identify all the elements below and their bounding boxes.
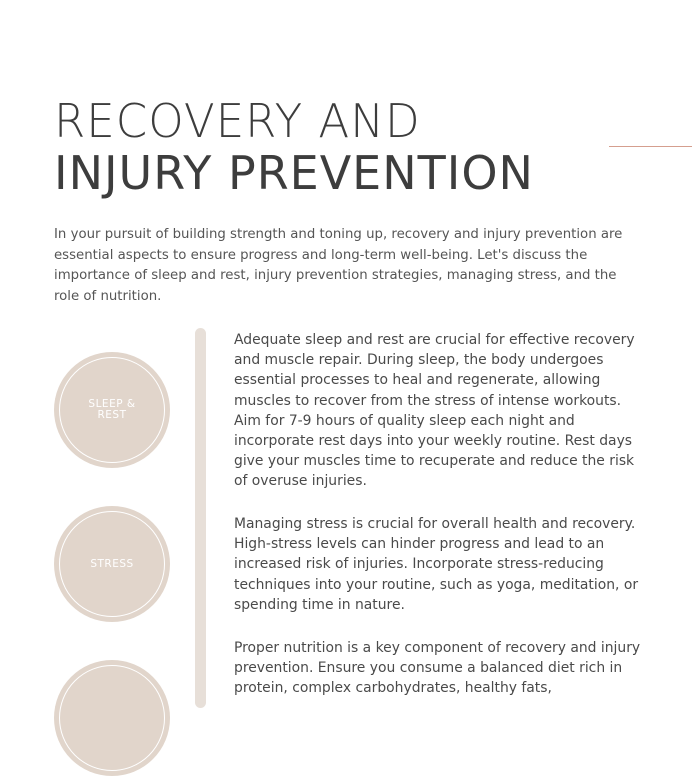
page-title-line-2: INJURY PREVENTION — [54, 146, 534, 200]
section-badge-nutrition — [54, 660, 170, 776]
intro-paragraph: In your pursuit of building strength and toning up, recovery and injury prevention are essential aspects to ensure progress and long-term well-being. Let's discuss the importance of sleep and rest, injury prevention strategies, managing stress, and the role of nutrition. — [54, 227, 623, 304]
sleep-rest-paragraph: Adequate sleep and rest are crucial for effective recovery and muscle repair. During sleep, the body undergoes essential processes to heal and regenerate, allowing muscles to recover from the stress of intense workouts. Aim for 7-9 hours of quality sleep each night and incorporate rest days into your weekly routine. Rest days give your muscles time to recuperate and reduce the risk of overuse injuries. — [234, 332, 635, 490]
section-badge-label: STRESS — [90, 557, 134, 570]
accent-divider — [609, 146, 692, 147]
section-badge-stress — [54, 506, 170, 622]
page-title-line-1: RECOVERY AND — [54, 94, 421, 148]
stress-paragraph: Managing stress is crucial for overall health and recovery. High-stress levels can hinder progress and lead to an increased risk of injuries. Incorporate stress-reducing techniques into your routine, such as yoga, meditation, or spending time in nature. — [234, 516, 639, 613]
section-badge-sleep-rest — [54, 352, 170, 468]
section-badge-label: SLEEP & REST — [88, 398, 136, 421]
nutrition-paragraph: Proper nutrition is a key component of recovery and injury prevention. Ensure you consume a balanced diet rich in protein, complex carbohydrates, healthy fats, — [234, 640, 641, 697]
timeline-bar — [195, 328, 206, 708]
